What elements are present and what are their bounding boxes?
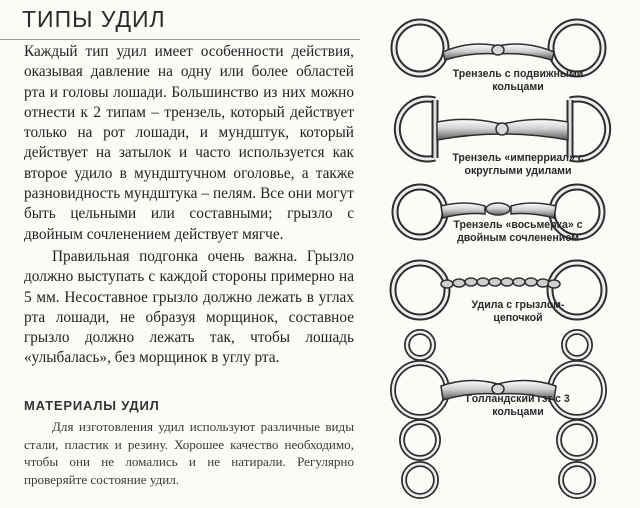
fitting-paragraph: Правильная подгонка очень важна. Грызло должно выступать с каждой стороны примерно на 5 мм. Несоставное грызло должно лежать в углах рта лошади, не образуя морщинок, составное грызло должно лежать так, чтобы лошадь «улыбалась», без морщинок в углу рта. bbox=[24, 248, 354, 367]
title-divider bbox=[0, 39, 360, 40]
caption-double-jointed: Трензель «восьмерка» с двойным сочленением bbox=[453, 219, 583, 244]
page-title: ТИПЫ УДИЛ bbox=[22, 6, 166, 32]
loose-ring-snaffle-icon bbox=[394, 22, 603, 74]
caption-chain-mouth: Удила с грызлом-цепочкой bbox=[471, 299, 565, 324]
eggbutt-snaffle-icon bbox=[397, 99, 607, 159]
caption-eggbutt: Трензель «имперриал» с округлыми удилами bbox=[452, 152, 584, 177]
materials-heading: МАТЕРИАЛЫ УДИЛ bbox=[24, 398, 160, 413]
intro-paragraph: Каждый тип удил имеет особенности действия, оказывая давление на одну или более областей рта и головы лошади. Большинство из них можно отнести к 2 типам – трензель, который действует только на рот лошади, и мундштук, который действует на затылок и часто используется как второе удило в мундштучном оголовье, а также разновидность мундштука – пелям. Все они могут быть цельными или составными; грызло с двойным сочленением действует мягче. bbox=[24, 43, 354, 243]
caption-loose-ring: Трензель с подвижными кольцами bbox=[452, 68, 584, 93]
materials-paragraph: Для изготовления удил используют различные виды стали, пластик и резину. Хорошее качество необходимо, чтобы они не ломались и не натирали. Регулярно проверяйте состояние удил. bbox=[24, 419, 354, 487]
caption-dutch-gag: Голландский гэг с 3 кольцами bbox=[466, 393, 570, 418]
